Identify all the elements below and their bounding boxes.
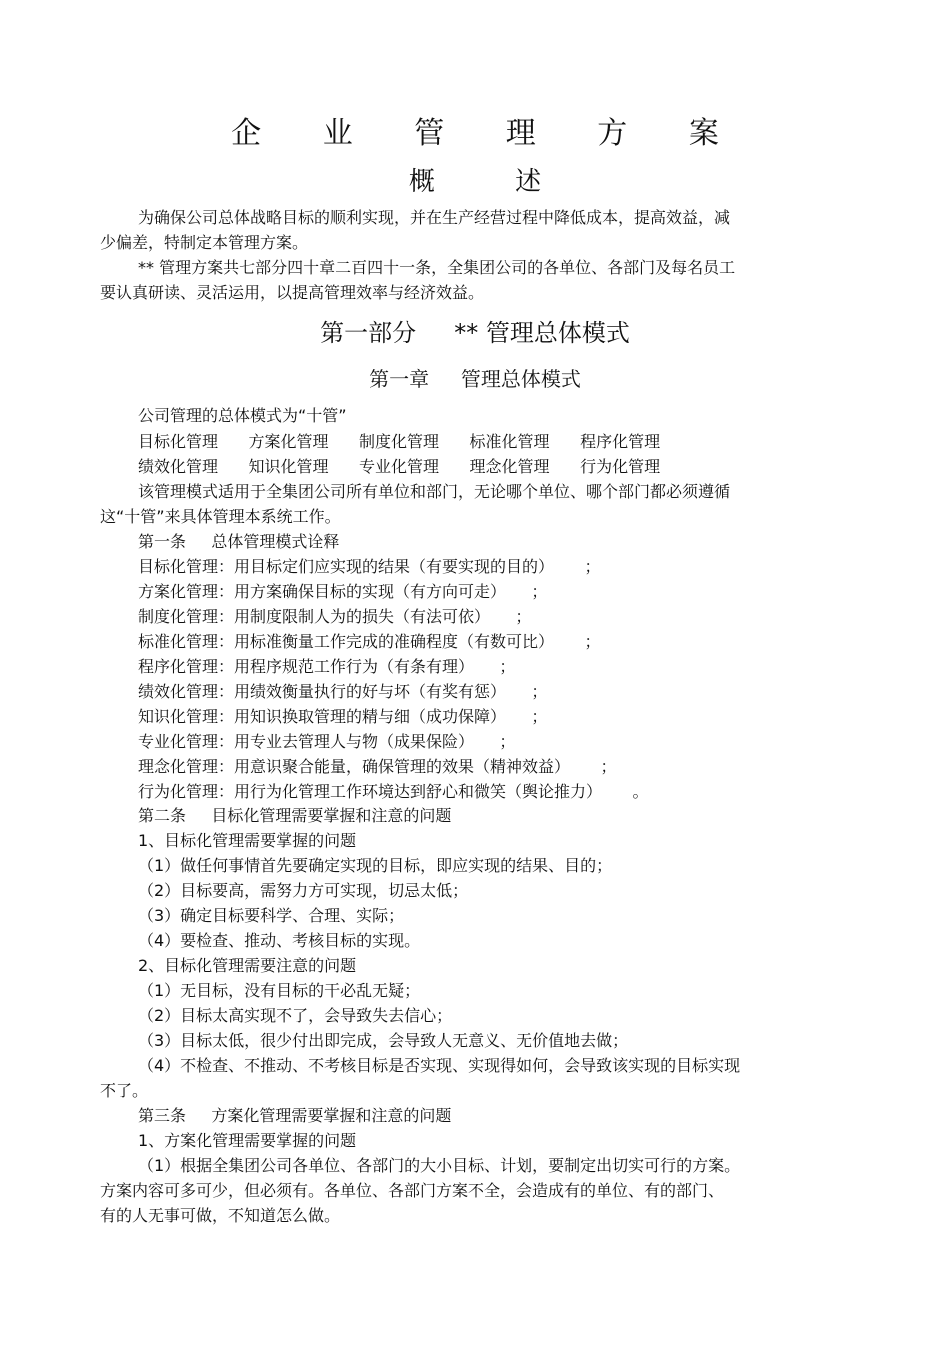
overview-paragraph-2-line-2: 要认真研读、灵活运用，以提高管理效率与经济效益。 xyxy=(100,283,485,302)
document-title: 企 业 管 理 方 案 xyxy=(231,116,745,151)
overview-paragraph-1-line-1: 为确保公司总体战略目标的顺利实现，并在生产经营过程中降低成本，提高效益，减 xyxy=(138,208,731,227)
article-2-section-2-heading: 2、目标化管理需要注意的问题 xyxy=(138,956,357,975)
article-1-item: 行为化管理：用行为化管理工作环境达到舒心和微笑（舆论推力） 。 xyxy=(138,782,649,801)
article-3-section-1-heading: 1、方案化管理需要掌握的问题 xyxy=(138,1131,357,1150)
chapter-1-paragraph-line-2: 这“十管”来具体管理本系统工作。 xyxy=(100,507,341,526)
chapter-1-heading: 第一章 管理总体模式 xyxy=(369,367,581,391)
ten-management-intro: 公司管理的总体模式为“十管” xyxy=(138,406,347,425)
article-1-item: 绩效化管理：用绩效衡量执行的好与坏（有奖有惩） ； xyxy=(138,682,548,701)
article-2-section-2-item: （3）目标太低，很少付出即完成，会导致人无意义、无价值地去做； xyxy=(138,1031,629,1050)
article-2-heading: 第二条 目标化管理需要掌握和注意的问题 xyxy=(138,806,452,825)
article-1-item: 专业化管理：用专业去管理人与物（成果保险） ； xyxy=(138,732,516,751)
article-2-section-1-item: （4）要检查、推动、考核目标的实现。 xyxy=(138,931,421,950)
overview-paragraph-1-line-2: 少偏差，特制定本管理方案。 xyxy=(100,233,309,252)
article-1-item: 制度化管理：用制度限制人为的损失（有法可依） ； xyxy=(138,607,532,626)
ten-management-row-1: 目标化管理 方案化管理 制度化管理 标准化管理 程序化管理 xyxy=(138,432,661,451)
article-3-paragraph-line-2: 方案内容可多可少，但必须有。各单位、各部门方案不全，会造成有的单位、有的部门、 xyxy=(100,1181,725,1200)
overview-paragraph-2-line-1: ** 管理方案共七部分四十章二百四十一条，全集团公司的各单位、各部门及每名员工 xyxy=(138,258,736,277)
article-1-heading: 第一条 总体管理模式诠释 xyxy=(138,532,340,551)
article-1-item: 标准化管理：用标准衡量工作完成的准确程度（有数可比） ； xyxy=(138,632,601,651)
overview-heading: 概 述 xyxy=(408,167,578,197)
part-1-heading: 第一部分 ** 管理总体模式 xyxy=(320,319,630,347)
article-3-paragraph-line-1: （1）根据全集团公司各单位、各部门的大小目标、计划，要制定出切实可行的方案。 xyxy=(138,1156,741,1175)
article-2-section-2-item: （2）目标太高实现不了，会导致失去信心； xyxy=(138,1006,453,1025)
chapter-1-paragraph-line-1: 该管理模式适用于全集团公司所有单位和部门，无论哪个单位、哪个部门都必须遵循 xyxy=(138,482,731,501)
article-3-paragraph-line-3: 有的人无事可做，不知道怎么做。 xyxy=(100,1206,341,1225)
article-2-section-1-item: （1）做任何事情首先要确定实现的目标，即应实现的结果、目的； xyxy=(138,856,613,875)
article-1-item: 程序化管理：用程序规范工作行为（有条有理） ； xyxy=(138,657,516,676)
article-2-section-2-item-continued: 不了。 xyxy=(100,1081,149,1100)
article-2-section-1-item: （2）目标要高，需努力方可实现，切忌太低； xyxy=(138,881,469,900)
article-1-item: 方案化管理：用方案确保目标的实现（有方向可走） ； xyxy=(138,582,548,601)
article-3-heading: 第三条 方案化管理需要掌握和注意的问题 xyxy=(138,1106,452,1125)
article-2-section-2-item: （4）不检查、不推动、不考核目标是否实现、实现得如何，会导致该实现的目标实现 xyxy=(138,1056,741,1075)
article-2-section-1-heading: 1、目标化管理需要掌握的问题 xyxy=(138,831,357,850)
article-1-item: 知识化管理：用知识换取管理的精与细（成功保障） ； xyxy=(138,707,548,726)
article-2-section-2-item: （1）无目标，没有目标的干必乱无疑； xyxy=(138,981,421,1000)
article-2-section-1-item: （3）确定目标要科学、合理、实际； xyxy=(138,906,405,925)
article-1-item: 目标化管理：用目标定们应实现的结果（有要实现的目的） ； xyxy=(138,557,601,576)
ten-management-row-2: 绩效化管理 知识化管理 专业化管理 理念化管理 行为化管理 xyxy=(138,457,661,476)
article-1-item: 理念化管理：用意识聚合能量，确保管理的效果（精神效益） ； xyxy=(138,757,617,776)
